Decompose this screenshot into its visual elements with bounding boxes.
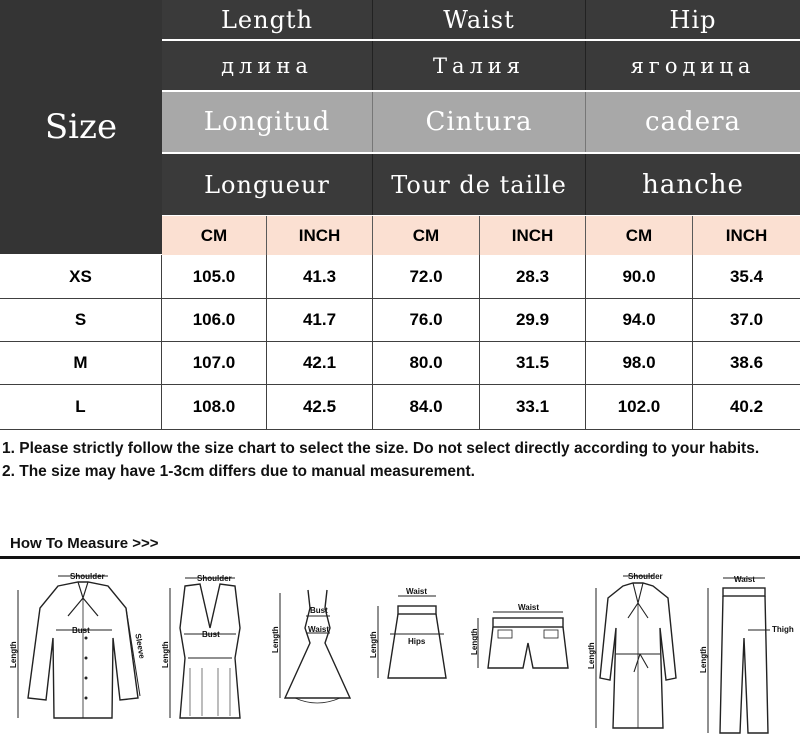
xs-waist-inch: 28.3 [480,255,586,299]
header-length-es: Longitud [162,92,373,152]
label-bust-2: Bust [202,630,220,639]
label-length-7: Length [699,646,708,673]
header-length-ru: длина [162,41,373,90]
xs-hip-cm: 90.0 [586,255,693,299]
xs-waist-cm: 72.0 [373,255,480,299]
skirt-figure [368,568,458,738]
l-hip-cm: 102.0 [586,385,693,430]
label-length-5: Length [470,628,479,655]
l-waist-inch: 33.1 [480,385,586,430]
l-length-cm: 108.0 [162,385,267,430]
unit-waist-inch: INCH [480,216,586,255]
vest-figure [160,568,260,738]
label-shoulder-1: Shoulder [70,572,105,581]
s-waist-cm: 76.0 [373,299,480,342]
label-length-3: Length [271,626,280,653]
size-label: Size [44,107,118,147]
unit-waist-cm: CM [373,216,480,255]
label-thigh-7: Thigh [772,625,794,634]
label-shoulder-6: Shoulder [628,572,663,581]
header-length-en: Length [162,0,373,39]
size-notes [2,437,798,483]
header-hip-ru: ягодица [586,41,800,90]
label-waist-5: Waist [518,603,540,612]
unit-length-cm: CM [162,216,267,255]
unit-hip-inch: INCH [693,216,800,255]
s-hip-inch: 37.0 [693,299,800,342]
how-to-measure-heading: How To Measure >>> [10,535,159,552]
m-hip-inch: 38.6 [693,342,800,385]
label-waist-4: Waist [406,587,428,596]
dress-figure [270,568,365,738]
label-sleeve-1: Sleeve [133,632,147,660]
section-divider [0,556,800,559]
header-waist-fr: Tour de taille [373,154,586,215]
s-length-cm: 106.0 [162,299,267,342]
header-waist-en: Waist [373,0,586,39]
header-hip-fr: hanche [586,154,800,215]
l-hip-inch: 40.2 [693,385,800,430]
label-waist-3: Waist [308,625,330,634]
label-bust-3: Bust [310,606,328,615]
shorts-figure [468,568,583,738]
header-waist-es: Cintura [373,92,586,152]
s-length-inch: 41.7 [267,299,373,342]
m-hip-cm: 98.0 [586,342,693,385]
header-waist-ru: Талия [373,41,586,90]
s-waist-inch: 29.9 [480,299,586,342]
label-length-1: Length [9,641,18,668]
size-l: L [0,385,162,430]
m-waist-cm: 80.0 [373,342,480,385]
label-shoulder-2: Shoulder [197,574,232,583]
note-2: 2. The size may have 1-3cm differs due to manual measurement. [2,463,475,480]
header-hip-en: Hip [586,0,800,39]
xs-length-inch: 41.3 [267,255,373,299]
header-hip-es: cadera [586,92,800,152]
label-hips-4: Hips [408,637,426,646]
size-s: S [0,299,162,342]
size-xs: XS [0,255,162,299]
l-length-inch: 42.5 [267,385,373,430]
unit-hip-cm: CM [586,216,693,255]
header-length-fr: Longueur [162,154,373,215]
xs-length-cm: 105.0 [162,255,267,299]
label-bust-1: Bust [72,626,90,635]
m-waist-inch: 31.5 [480,342,586,385]
l-waist-cm: 84.0 [373,385,480,430]
m-length-cm: 107.0 [162,342,267,385]
label-length-6: Length [587,642,596,669]
unit-length-inch: INCH [267,216,373,255]
s-hip-cm: 94.0 [586,299,693,342]
label-waist-7: Waist [734,575,756,584]
pants-figure [698,568,798,738]
m-length-inch: 42.1 [267,342,373,385]
coat-figure [588,568,693,738]
label-length-2: Length [161,641,170,668]
size-header [0,0,162,254]
xs-hip-inch: 35.4 [693,255,800,299]
label-length-4: Length [369,631,378,658]
blouse-figure [8,568,158,738]
note-1: 1. Please strictly follow the size chart to select the size. Do not select directly according to your habits. [2,440,760,457]
size-m: M [0,342,162,385]
